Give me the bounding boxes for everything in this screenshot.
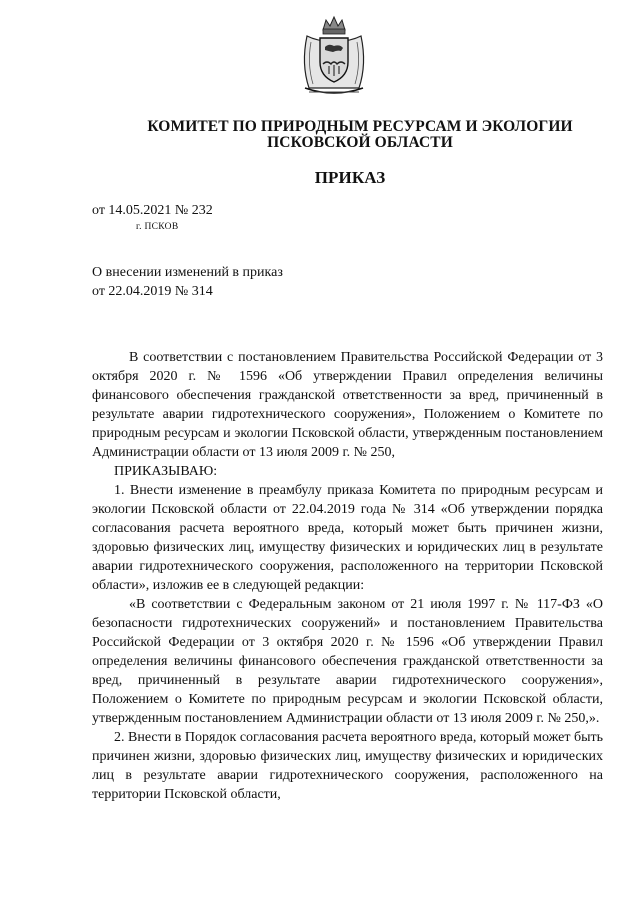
document-type-title: ПРИКАЗ (314, 168, 386, 187)
order-date-number: от 14.05.2021 № 232 (92, 203, 213, 218)
subject-line-2: от 22.04.2019 № 314 (92, 284, 213, 299)
subject-line-1: О внесении изменений в приказ (92, 265, 283, 280)
quoted-preamble-paragraph: «В соответствии с Федеральным законом от 21 июля 1997 г. № 117-ФЗ «О безопасности гидротехнических сооружений» и постановлением Правительства Российской Федерации от 3 октября 2020 г. № 1596 «Об утверждении Правил определения величины финансового обеспечения гражданской ответственности за вред, причиненный в результате аварии гидротехнического сооружения», Положением о Комитете по природным ресурсам и экологии Псковской области, утвержденным постановлением Администрации области от 13 июля 2009 г. № 250,». (92, 597, 603, 726)
organization-name-line2: ПСКОВСКОЙ ОБЛАСТИ (267, 134, 453, 151)
order-subject (92, 263, 283, 301)
coat-of-arms-icon (299, 14, 369, 96)
item-2-paragraph: 2. Внести в Порядок согласования расчета вероятного вреда, который может быть причинен жизни, здоровью физических лиц, имуществу физических и юридических лиц в результате аварии гидротехнического сооружения, расположенного на территории Псковской области, (92, 730, 603, 802)
order-body (92, 348, 603, 804)
order-keyword: ПРИКАЗЫВАЮ: (114, 464, 218, 479)
organization-name-line1: КОМИТЕТ ПО ПРИРОДНЫМ РЕСУРСАМ И ЭКОЛОГИИ (147, 118, 573, 135)
order-city: г. ПСКОВ (136, 222, 179, 232)
intro-paragraph: В соответствии с постановлением Правительства Российской Федерации от 3 октября 2020 г. № 1596 «Об утверждении Правил определения величины финансового обеспечения гражданской ответственности за вред, причиненный в результате аварии гидротехнического сооружения», Положением о Комитете по природным ресурсам и экологии Псковской области, утвержденным постановлением Администрации области от 13 июля 2009 г. № 250, (92, 350, 603, 460)
item-1-paragraph: 1. Внести изменение в преамбулу приказа Комитета по природным ресурсам и экологии Псковской области от 22.04.2019 года № 314 «Об утверждении порядка согласования расчета вероятного вреда, который может быть причинен жизни, здоровью физических лиц, имуществу физических и юридических лиц в результате аварии гидротехнического сооружения, расположенного на территории Псковской области», изложив ее в следующей редакции: (92, 483, 603, 593)
